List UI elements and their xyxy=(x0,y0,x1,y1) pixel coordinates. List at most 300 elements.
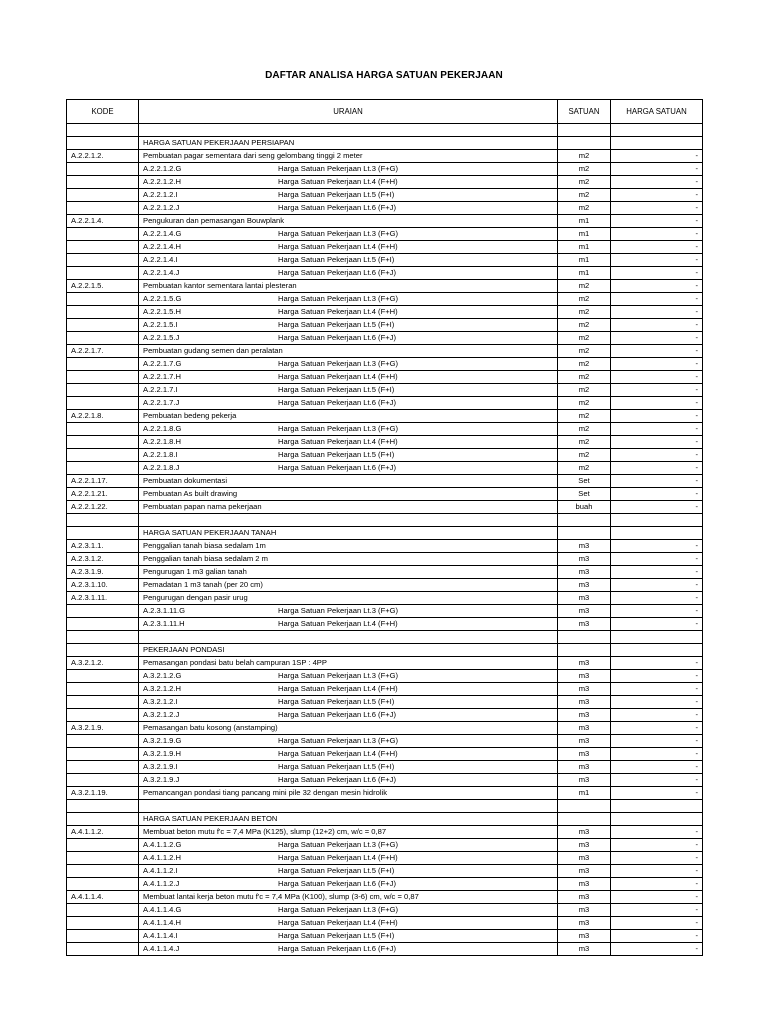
cell-satuan: m3 xyxy=(558,839,611,852)
sub-item-description: Harga Satuan Pekerjaan Lt.4 (F+H) xyxy=(278,918,398,927)
sub-item-code: A.2.2.1.8.G xyxy=(143,424,182,433)
cell-uraian xyxy=(139,332,558,345)
cell-harga-satuan: - xyxy=(611,605,703,618)
table-row xyxy=(67,150,703,163)
cell-uraian xyxy=(139,163,558,176)
table-row xyxy=(67,813,703,826)
cell-satuan: m3 xyxy=(558,904,611,917)
cell-kode: A.2.2.1.5. xyxy=(67,280,139,293)
cell-uraian xyxy=(139,202,558,215)
table-row xyxy=(67,540,703,553)
sub-item-description: Harga Satuan Pekerjaan Lt.4 (F+H) xyxy=(278,853,398,862)
sub-item-code: A.4.1.1.2.J xyxy=(143,879,180,888)
sub-item-code: A.2.2.1.5.J xyxy=(143,333,180,342)
sub-item-description: Harga Satuan Pekerjaan Lt.6 (F+J) xyxy=(278,879,396,888)
cell-uraian xyxy=(139,319,558,332)
cell-uraian xyxy=(139,670,558,683)
table-row xyxy=(67,670,703,683)
cell-harga-satuan: - xyxy=(611,449,703,462)
sub-item-code: A.2.3.1.11.H xyxy=(143,619,185,628)
cell-kode xyxy=(67,839,139,852)
cell-kode xyxy=(67,306,139,319)
cell-kode: A.2.2.1.17. xyxy=(67,475,139,488)
sub-item-description: Harga Satuan Pekerjaan Lt.5 (F+I) xyxy=(278,385,395,394)
cell-uraian: PEKERJAAN PONDASI xyxy=(139,644,558,657)
sub-item-code: A.4.1.1.4.H xyxy=(143,918,181,927)
cell-satuan: m3 xyxy=(558,878,611,891)
sub-item-description: Harga Satuan Pekerjaan Lt.3 (F+G) xyxy=(278,294,399,303)
sub-item-description: Harga Satuan Pekerjaan Lt.5 (F+I) xyxy=(278,450,395,459)
cell-harga-satuan: - xyxy=(611,670,703,683)
cell-harga-satuan xyxy=(611,813,703,826)
sub-item-description: Harga Satuan Pekerjaan Lt.3 (F+G) xyxy=(278,424,399,433)
cell-uraian xyxy=(139,930,558,943)
cell-uraian xyxy=(139,709,558,722)
cell-uraian: HARGA SATUAN PEKERJAAN TANAH xyxy=(139,527,558,540)
cell-harga-satuan: - xyxy=(611,462,703,475)
cell-uraian: Membuat beton mutu f'c = 7,4 MPa (K125), slump (12+2) cm, w/c = 0,87 xyxy=(139,826,558,839)
cell-kode xyxy=(67,462,139,475)
table-row xyxy=(67,319,703,332)
cell-kode xyxy=(67,449,139,462)
cell-kode xyxy=(67,527,139,540)
sub-item-code: A.2.2.1.5.H xyxy=(143,307,181,316)
cell-harga-satuan: - xyxy=(611,878,703,891)
cell-kode xyxy=(67,930,139,943)
cell-satuan: m2 xyxy=(558,189,611,202)
table-row xyxy=(67,696,703,709)
cell-kode xyxy=(67,761,139,774)
cell-uraian xyxy=(139,631,558,644)
sub-item-code: A.2.2.1.2.I xyxy=(143,190,178,199)
cell-kode: A.3.2.1.19. xyxy=(67,787,139,800)
sub-item-description: Harga Satuan Pekerjaan Lt.4 (F+H) xyxy=(278,684,398,693)
sub-item-code: A.3.2.1.9.G xyxy=(143,736,182,745)
cell-kode xyxy=(67,683,139,696)
cell-harga-satuan xyxy=(611,800,703,813)
table-row xyxy=(67,397,703,410)
cell-kode: A.2.2.1.2. xyxy=(67,150,139,163)
sub-item-description: Harga Satuan Pekerjaan Lt.3 (F+G) xyxy=(278,164,399,173)
cell-satuan: Set xyxy=(558,475,611,488)
cell-kode xyxy=(67,254,139,267)
cell-satuan: m3 xyxy=(558,735,611,748)
cell-harga-satuan: - xyxy=(611,592,703,605)
cell-harga-satuan: - xyxy=(611,891,703,904)
cell-kode xyxy=(67,943,139,956)
sub-item-description: Harga Satuan Pekerjaan Lt.4 (F+H) xyxy=(278,749,398,758)
sub-item-code: A.2.2.1.7.J xyxy=(143,398,180,407)
cell-kode: A.2.2.1.8. xyxy=(67,410,139,423)
cell-satuan: m1 xyxy=(558,241,611,254)
table-row xyxy=(67,202,703,215)
table-row xyxy=(67,488,703,501)
sub-item-description: Harga Satuan Pekerjaan Lt.4 (F+H) xyxy=(278,177,398,186)
cell-kode xyxy=(67,228,139,241)
cell-satuan: m2 xyxy=(558,462,611,475)
cell-kode xyxy=(67,735,139,748)
cell-uraian xyxy=(139,605,558,618)
cell-harga-satuan: - xyxy=(611,306,703,319)
cell-kode xyxy=(67,865,139,878)
cell-kode: A.2.2.1.21. xyxy=(67,488,139,501)
cell-kode xyxy=(67,397,139,410)
cell-uraian xyxy=(139,878,558,891)
table-row xyxy=(67,904,703,917)
table-row xyxy=(67,423,703,436)
table-row xyxy=(67,865,703,878)
cell-uraian: Pengukuran dan pemasangan Bouwplank xyxy=(139,215,558,228)
cell-kode xyxy=(67,813,139,826)
cell-kode xyxy=(67,709,139,722)
cell-harga-satuan: - xyxy=(611,917,703,930)
cell-kode: A.2.3.1.10. xyxy=(67,579,139,592)
cell-kode xyxy=(67,137,139,150)
table-row xyxy=(67,748,703,761)
table-row xyxy=(67,215,703,228)
document-title: DAFTAR ANALISA HARGA SATUAN PEKERJAAN xyxy=(265,70,503,81)
cell-harga-satuan: - xyxy=(611,436,703,449)
cell-satuan: m3 xyxy=(558,618,611,631)
cell-harga-satuan: - xyxy=(611,501,703,514)
cell-uraian xyxy=(139,904,558,917)
cell-harga-satuan: - xyxy=(611,163,703,176)
cell-satuan: m2 xyxy=(558,410,611,423)
sub-item-description: Harga Satuan Pekerjaan Lt.4 (F+H) xyxy=(278,437,398,446)
cell-uraian xyxy=(139,761,558,774)
cell-satuan xyxy=(558,527,611,540)
cell-satuan: m2 xyxy=(558,436,611,449)
cell-harga-satuan: - xyxy=(611,176,703,189)
cell-kode: A.2.3.1.9. xyxy=(67,566,139,579)
cell-satuan: Set xyxy=(558,488,611,501)
cell-satuan: m3 xyxy=(558,748,611,761)
cell-harga-satuan xyxy=(611,644,703,657)
table-row xyxy=(67,241,703,254)
cell-satuan: m3 xyxy=(558,891,611,904)
sub-item-code: A.2.2.1.8.H xyxy=(143,437,181,446)
table-row xyxy=(67,501,703,514)
cell-kode xyxy=(67,241,139,254)
sub-item-code: A.3.2.1.9.H xyxy=(143,749,181,758)
table-row xyxy=(67,384,703,397)
cell-kode xyxy=(67,631,139,644)
cell-uraian xyxy=(139,371,558,384)
sub-item-description: Harga Satuan Pekerjaan Lt.6 (F+J) xyxy=(278,463,396,472)
table-row xyxy=(67,189,703,202)
cell-harga-satuan: - xyxy=(611,722,703,735)
cell-uraian xyxy=(139,124,558,137)
table-row xyxy=(67,592,703,605)
cell-uraian xyxy=(139,865,558,878)
cell-harga-satuan: - xyxy=(611,254,703,267)
cell-satuan: m3 xyxy=(558,657,611,670)
cell-harga-satuan: - xyxy=(611,540,703,553)
cell-satuan: m3 xyxy=(558,761,611,774)
cell-satuan: m2 xyxy=(558,358,611,371)
cell-harga-satuan: - xyxy=(611,787,703,800)
cell-harga-satuan: - xyxy=(611,319,703,332)
cell-kode xyxy=(67,514,139,527)
cell-satuan: m3 xyxy=(558,553,611,566)
cell-harga-satuan: - xyxy=(611,553,703,566)
cell-uraian: Pemadatan 1 m3 tanah (per 20 cm) xyxy=(139,579,558,592)
table-row xyxy=(67,891,703,904)
cell-uraian: Pembuatan kantor sementara lantai plesteran xyxy=(139,280,558,293)
sub-item-code: A.2.2.1.7.H xyxy=(143,372,181,381)
cell-satuan: m3 xyxy=(558,566,611,579)
cell-harga-satuan: - xyxy=(611,566,703,579)
sub-item-code: A.3.2.1.9.J xyxy=(143,775,180,784)
cell-kode xyxy=(67,319,139,332)
table-row xyxy=(67,605,703,618)
cell-harga-satuan: - xyxy=(611,579,703,592)
table-row xyxy=(67,709,703,722)
cell-kode xyxy=(67,696,139,709)
cell-harga-satuan: - xyxy=(611,709,703,722)
cell-harga-satuan: - xyxy=(611,839,703,852)
cell-uraian xyxy=(139,241,558,254)
table-row xyxy=(67,761,703,774)
cell-uraian xyxy=(139,228,558,241)
cell-harga-satuan xyxy=(611,137,703,150)
cell-uraian xyxy=(139,748,558,761)
cell-harga-satuan: - xyxy=(611,852,703,865)
sub-item-description: Harga Satuan Pekerjaan Lt.3 (F+G) xyxy=(278,606,399,615)
table-row xyxy=(67,839,703,852)
table-row xyxy=(67,267,703,280)
cell-kode: A.4.1.1.4. xyxy=(67,891,139,904)
cell-satuan: m3 xyxy=(558,709,611,722)
cell-kode xyxy=(67,423,139,436)
cell-harga-satuan: - xyxy=(611,475,703,488)
table-header-row xyxy=(67,100,703,124)
cell-harga-satuan: - xyxy=(611,384,703,397)
cell-kode xyxy=(67,384,139,397)
table-row xyxy=(67,514,703,527)
sub-item-description: Harga Satuan Pekerjaan Lt.3 (F+G) xyxy=(278,359,399,368)
cell-kode xyxy=(67,917,139,930)
sub-item-code: A.2.2.1.4.I xyxy=(143,255,178,264)
cell-satuan: m3 xyxy=(558,579,611,592)
sub-item-description: Harga Satuan Pekerjaan Lt.5 (F+I) xyxy=(278,697,395,706)
cell-satuan: m3 xyxy=(558,722,611,735)
table-row xyxy=(67,657,703,670)
header-satuan: SATUAN xyxy=(558,100,611,124)
cell-kode xyxy=(67,605,139,618)
cell-uraian xyxy=(139,514,558,527)
cell-satuan: m3 xyxy=(558,865,611,878)
cell-satuan: m2 xyxy=(558,397,611,410)
cell-kode xyxy=(67,436,139,449)
sub-item-code: A.2.2.1.5.I xyxy=(143,320,178,329)
table-row xyxy=(67,280,703,293)
table-row xyxy=(67,722,703,735)
cell-satuan xyxy=(558,137,611,150)
sub-item-description: Harga Satuan Pekerjaan Lt.6 (F+J) xyxy=(278,333,396,342)
cell-uraian xyxy=(139,696,558,709)
cell-uraian: Penggalian tanah biasa sedalam 1m xyxy=(139,540,558,553)
cell-satuan: m3 xyxy=(558,852,611,865)
cell-kode: A.2.2.1.4. xyxy=(67,215,139,228)
table-row xyxy=(67,774,703,787)
cell-uraian xyxy=(139,358,558,371)
cell-kode xyxy=(67,670,139,683)
table-row xyxy=(67,631,703,644)
table-row xyxy=(67,124,703,137)
cell-kode xyxy=(67,202,139,215)
cell-harga-satuan xyxy=(611,631,703,644)
cell-satuan: m2 xyxy=(558,423,611,436)
table-row xyxy=(67,228,703,241)
cell-uraian: Pemasangan batu kosong (anstamping) xyxy=(139,722,558,735)
cell-kode: A.2.3.1.1. xyxy=(67,540,139,553)
cell-harga-satuan: - xyxy=(611,371,703,384)
table-row xyxy=(67,462,703,475)
sub-item-code: A.3.2.1.2.J xyxy=(143,710,180,719)
cell-harga-satuan: - xyxy=(611,293,703,306)
table-row xyxy=(67,371,703,384)
cell-uraian: HARGA SATUAN PEKERJAAN PERSIAPAN xyxy=(139,137,558,150)
cell-harga-satuan: - xyxy=(611,358,703,371)
cell-uraian xyxy=(139,449,558,462)
cell-uraian: Pemasangan pondasi batu belah campuran 1SP : 4PP xyxy=(139,657,558,670)
analysis-table xyxy=(66,99,703,956)
sub-item-code: A.4.1.1.2.G xyxy=(143,840,182,849)
cell-harga-satuan: - xyxy=(611,904,703,917)
header-kode: KODE xyxy=(67,100,139,124)
sub-item-description: Harga Satuan Pekerjaan Lt.4 (F+H) xyxy=(278,242,398,251)
cell-kode: A.2.2.1.7. xyxy=(67,345,139,358)
sub-item-description: Harga Satuan Pekerjaan Lt.4 (F+H) xyxy=(278,619,398,628)
cell-uraian: Pembuatan papan nama pekerjaan xyxy=(139,501,558,514)
table-row xyxy=(67,332,703,345)
sub-item-description: Harga Satuan Pekerjaan Lt.6 (F+J) xyxy=(278,775,396,784)
cell-uraian: Pembuatan As built drawing xyxy=(139,488,558,501)
cell-satuan: m2 xyxy=(558,293,611,306)
table-body xyxy=(67,124,703,956)
cell-harga-satuan: - xyxy=(611,397,703,410)
cell-uraian xyxy=(139,618,558,631)
cell-harga-satuan: - xyxy=(611,150,703,163)
cell-satuan: m2 xyxy=(558,449,611,462)
cell-satuan: m3 xyxy=(558,670,611,683)
sub-item-code: A.4.1.1.2.H xyxy=(143,853,181,862)
cell-kode xyxy=(67,774,139,787)
sub-item-code: A.4.1.1.4.I xyxy=(143,931,178,940)
cell-kode xyxy=(67,163,139,176)
cell-satuan xyxy=(558,631,611,644)
cell-kode xyxy=(67,800,139,813)
cell-satuan xyxy=(558,800,611,813)
cell-satuan: m3 xyxy=(558,917,611,930)
cell-uraian: Penggalian tanah biasa sedalam 2 m xyxy=(139,553,558,566)
table-row xyxy=(67,254,703,267)
cell-harga-satuan: - xyxy=(611,267,703,280)
cell-uraian xyxy=(139,254,558,267)
cell-satuan: m3 xyxy=(558,826,611,839)
cell-kode xyxy=(67,371,139,384)
cell-uraian xyxy=(139,683,558,696)
cell-satuan: m3 xyxy=(558,683,611,696)
cell-kode: A.2.2.1.22. xyxy=(67,501,139,514)
sub-item-description: Harga Satuan Pekerjaan Lt.3 (F+G) xyxy=(278,229,399,238)
sub-item-description: Harga Satuan Pekerjaan Lt.3 (F+G) xyxy=(278,736,399,745)
cell-satuan xyxy=(558,124,611,137)
cell-satuan: m2 xyxy=(558,371,611,384)
sub-item-description: Harga Satuan Pekerjaan Lt.5 (F+I) xyxy=(278,320,395,329)
cell-satuan: m2 xyxy=(558,319,611,332)
cell-kode: A.2.3.1.11. xyxy=(67,592,139,605)
cell-satuan: m1 xyxy=(558,254,611,267)
sub-item-description: Harga Satuan Pekerjaan Lt.6 (F+J) xyxy=(278,710,396,719)
sub-item-description: Harga Satuan Pekerjaan Lt.5 (F+I) xyxy=(278,931,395,940)
sub-item-code: A.2.2.1.5.G xyxy=(143,294,182,303)
cell-uraian: Pembuatan dokumentasi xyxy=(139,475,558,488)
cell-uraian: Pembuatan bedeng pekerja xyxy=(139,410,558,423)
sub-item-code: A.3.2.1.9.I xyxy=(143,762,178,771)
cell-uraian: HARGA SATUAN PEKERJAAN BETON xyxy=(139,813,558,826)
cell-harga-satuan xyxy=(611,124,703,137)
table-row xyxy=(67,683,703,696)
cell-satuan: m3 xyxy=(558,592,611,605)
table-row xyxy=(67,852,703,865)
cell-harga-satuan: - xyxy=(611,761,703,774)
sub-item-code: A.2.2.1.7.G xyxy=(143,359,182,368)
cell-kode xyxy=(67,748,139,761)
table-row xyxy=(67,527,703,540)
cell-harga-satuan: - xyxy=(611,826,703,839)
cell-uraian xyxy=(139,176,558,189)
cell-uraian xyxy=(139,436,558,449)
table-row xyxy=(67,137,703,150)
cell-uraian xyxy=(139,293,558,306)
cell-kode xyxy=(67,293,139,306)
sub-item-description: Harga Satuan Pekerjaan Lt.3 (F+G) xyxy=(278,671,399,680)
cell-harga-satuan xyxy=(611,527,703,540)
sub-item-code: A.2.3.1.11.G xyxy=(143,606,186,615)
sub-item-description: Harga Satuan Pekerjaan Lt.4 (F+H) xyxy=(278,372,398,381)
table-row xyxy=(67,163,703,176)
table-row xyxy=(67,345,703,358)
header-harga-satuan: HARGA SATUAN xyxy=(611,100,703,124)
cell-harga-satuan: - xyxy=(611,748,703,761)
table-row xyxy=(67,553,703,566)
table-row xyxy=(67,644,703,657)
sub-item-code: A.3.2.1.2.H xyxy=(143,684,181,693)
table-row xyxy=(67,618,703,631)
sub-item-code: A.2.2.1.7.I xyxy=(143,385,178,394)
cell-harga-satuan: - xyxy=(611,332,703,345)
cell-harga-satuan: - xyxy=(611,410,703,423)
cell-kode xyxy=(67,852,139,865)
cell-harga-satuan: - xyxy=(611,215,703,228)
sub-item-description: Harga Satuan Pekerjaan Lt.5 (F+I) xyxy=(278,866,395,875)
cell-harga-satuan: - xyxy=(611,280,703,293)
table-row xyxy=(67,449,703,462)
cell-uraian: Pengurugan 1 m3 galian tanah xyxy=(139,566,558,579)
sub-item-code: A.2.2.1.2.J xyxy=(143,203,180,212)
cell-kode: A.4.1.1.2. xyxy=(67,826,139,839)
cell-satuan xyxy=(558,514,611,527)
cell-uraian: Pembuatan pagar sementara dari seng gelombang tinggi 2 meter xyxy=(139,150,558,163)
table-row xyxy=(67,826,703,839)
cell-uraian: Pengurugan dengan pasir urug xyxy=(139,592,558,605)
cell-satuan: m3 xyxy=(558,540,611,553)
sub-item-code: A.2.2.1.4.J xyxy=(143,268,180,277)
cell-satuan: m2 xyxy=(558,306,611,319)
sub-item-code: A.2.2.1.8.I xyxy=(143,450,178,459)
